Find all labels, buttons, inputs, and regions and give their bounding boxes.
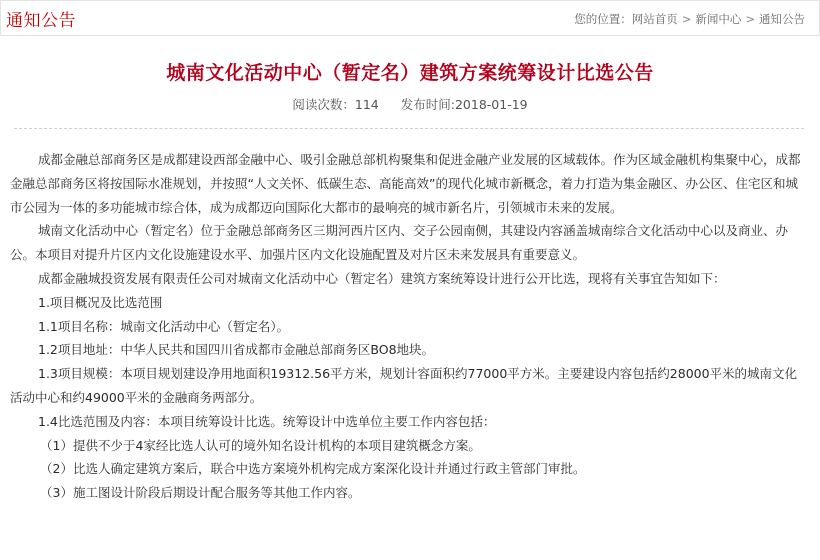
breadcrumb-separator: > — [681, 12, 692, 26]
breadcrumb-prefix: 您的位置： — [574, 12, 632, 26]
breadcrumb-separator: > — [745, 12, 755, 26]
list-item: （2）比选人确定建筑方案后，联合中选方案境外机构完成方案深化设计并通过行政主管部门审批。 — [40, 461, 586, 477]
list-item: （1）提供不少于4家经比选人认可的境外知名设计机构的本项目建筑概念方案。 — [40, 437, 481, 453]
section-header — [0, 0, 820, 36]
list-item: 1.3项目规模：本项目规划建设净用地面积19312.56平方米，规划计容面积约77000平方米。主要建设内容包括约28000平米的城南文化活动中心和约49000平米的金融商务两部分。 — [10, 366, 798, 405]
list-item: 1.4比选范围及内容：本项目统筹设计比选。统筹设计中选单位主要工作内容包括： — [38, 413, 496, 429]
divider — [14, 128, 804, 129]
breadcrumb-notice-link[interactable]: 通知公告 — [759, 12, 805, 26]
article-meta — [0, 95, 820, 113]
list-item: （3）施工图设计阶段后期设计配合服务等其他工作内容。 — [40, 485, 361, 501]
read-count: 114 — [354, 97, 379, 112]
read-count-label: 阅读次数： — [292, 97, 355, 112]
breadcrumb — [574, 11, 805, 27]
paragraph: 成都金融总部商务区是成都建设西部金融中心、吸引金融总部机构聚集和促进金融产业发展的区域载体。作为区域金融机构集聚中心，成都金融总部商务区将按国际水准规划，并按照“人文关怀、低碳生态、高能高效”的现代化城市新概念，着力打造为集金融区、办公区、住宅区和城市公园为一体的多功能城市综合体，成为成都迈向国际化大都市的最响亮的城市新名片，引领城市未来的发展。 — [10, 152, 801, 215]
article-content — [10, 148, 805, 505]
breadcrumb-home-link[interactable]: 网站首页 — [631, 12, 678, 26]
paragraph: 成都金融城投资发展有限责任公司对城南文化活动中心（暂定名）建筑方案统筹设计进行公开比选，现将有关事宜告知如下： — [38, 270, 726, 286]
article-title: 城南文化活动中心（暂定名）建筑方案统筹设计比选公告 — [166, 62, 654, 84]
list-item: 1.1项目名称：城南文化活动中心（暂定名）。 — [38, 318, 290, 334]
publish-time-label: 发布时间: — [400, 97, 455, 112]
section-heading: 1.项目概况及比选范围 — [38, 294, 163, 310]
section-title: 通知公告 — [6, 11, 76, 31]
list-item: 1.2项目地址：中华人民共和国四川省成都市金融总部商务区BO8地块。 — [38, 342, 435, 358]
breadcrumb-news-link[interactable]: 新闻中心 — [695, 12, 742, 26]
paragraph: 城南文化活动中心（暂定名）位于金融总部商务区三期河西片区内、交子公园南侧，其建设内容涵盖城南综合文化活动中心以及商业、办公。本项目对提升片区内文化设施建设水平、加强片区内文化设施配置及对片区未来发展具有重要意义。 — [10, 223, 789, 263]
publish-time: 2018-01-19 — [454, 97, 528, 112]
